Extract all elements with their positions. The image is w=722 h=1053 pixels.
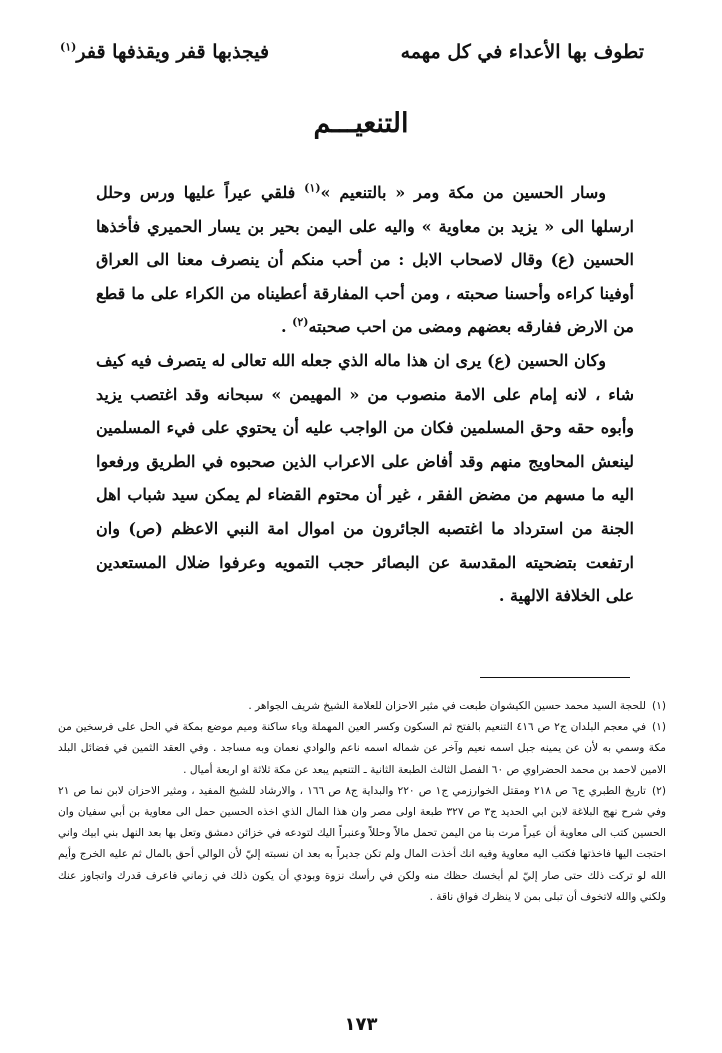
footnotes [58,696,666,908]
paragraph [96,176,634,344]
verse-note-ref[interactable]: (١) [60,40,77,54]
main-text [96,176,634,613]
footnote-number: (١) [652,721,667,734]
paragraph-text: . [281,317,293,337]
footnote [58,781,666,908]
footnote [58,696,666,717]
footnote [58,717,666,781]
paragraph-text: وسار الحسين من مكة ومر « بالتنعيم » [320,183,606,202]
section-title: التنعيـــم [313,108,409,139]
verse-left-hemistich [60,41,269,63]
paragraph: وكان الحسين (ع) يرى ان هذا ماله الذي جعله الله تعالى له يتصرف فيه كيف شاء ، لانه إمام على الامة منصوب من « المهيمن » سبحانه وقد اغتصب يزيد وأبوه حقه وحق المسلمين فكان من الواجب عليه أن يحتوي على فيء المسلمين لينعش المحاويج منهم وقد أفاض على الاعراب الذين صحبوه في الطريق ورفعوا اليه ما مسهم من مضض الفقر ، غير أن محتوم القضاء لم يمكن سيد شباب اهل الجنة من استرداد ما اغتصبه الجائرون من اموال امة النبي الاعظم (ص) وان ارتفعت بتضحيته المقدسة عن البصائر حجب التمويه وعرفوا ضلال المستعدين على الخلافة الالهية . [96,350,634,606]
footnote-ref[interactable]: (١) [304,181,321,195]
page-number: ١٧٣ [344,1014,378,1035]
footnote-ref[interactable]: (٢) [292,316,309,330]
header-verse [60,36,644,68]
verse-right-hemistich: تطوف بها الأعداء في كل مهمه [400,41,644,63]
verse-left-text: فيجذبها قفر ويقذفها قفر [76,41,270,63]
footnote-number: (١) [652,700,666,712]
footnote-divider [480,677,630,678]
footnote-text: تاريخ الطبري ج٦ ص ٢١٨ ومقتل الخوارزمي ج١ ص ٢٢٠ والبداية ج٨ ص ١٦٦ ، والارشاد للشيخ المفيد ، ومثير الاحزان لابن نما ص ٢١ وفي شرح نهج البلاغة لابن ابي الحديد ج٣ ص ٣٢٧ طبعة اولى مصر وان هذا المال الذي اخذه الحسين حمل الى معاوية بن أبي سفيان وان الحسين كتب الى معاوية أن عيراً مرت بنا من اليمن تحمل مالاً وحللاً وعنبراً اليك لتودعه في خزائن دمشق وتعل بها بعد النهل بني ابيك واني احتجت اليها فاخذتها فكتب اليه معاوية وفيه انك أخذت المال ولم تكن جديراً به بعد ان نسبته إليّ لأن الوالي أحق بالمال ثم عليه الخرج وأيم الله لو تركت ذلك حتى صار إليّ لم أبخسك حظك منه ولكن في رأسك نزوة وبودي أن يكون ذلك في زماني فاعرف قدرك واتجاوز عنك ولكني والله لاتخوف أن تبلى بمن لا ينظرك فواق ناقة . [58,784,667,903]
footnote-text: في معجم البلدان ج٢ ص ٤١٦ التنعيم بالفتح ثم السكون وكسر العين المهملة وياء ساكنة وميم موضع بمكة في الحل على فرسخين من مكة وسمي به لأن عن يمينه جبل اسمه نعيم وآخر عن شماله اسمه ناعم والوادي نعمان وبه مساجد . وفي العقد الثمين في فضائل البلد الامين لاحمد بن محمد الحضراوي ص ٦٠ الفصل الثالث الطبعة الثانية ـ التنعيم يبعد عن مكة ثلاثة او اربعة أميال . [58,721,666,776]
footnote-number: (٢) [652,784,666,797]
footnote-text: للحجة السيد محمد حسين الكيشوان طبعت في مثير الاحزان للعلامة الشيخ شريف الجواهر . [248,700,647,712]
paragraph-text: فلقي عيراً عليها ورس وحلل ارسلها الى « يزيد بن معاوية » واليه على اليمن بحير بن يسار الحميري فأخذها الحسين (ع) وقال لاصحاب الابل : من أحب منكم أن ينصرف معنا الى العراق أوفينا كراءه وأحسنا صحبته ، ومن أحب المفارقة أعطيناه من الكراء على ما قطع من الارض ففارقه بعضهم ومضى من احب صحبته [96,183,634,337]
